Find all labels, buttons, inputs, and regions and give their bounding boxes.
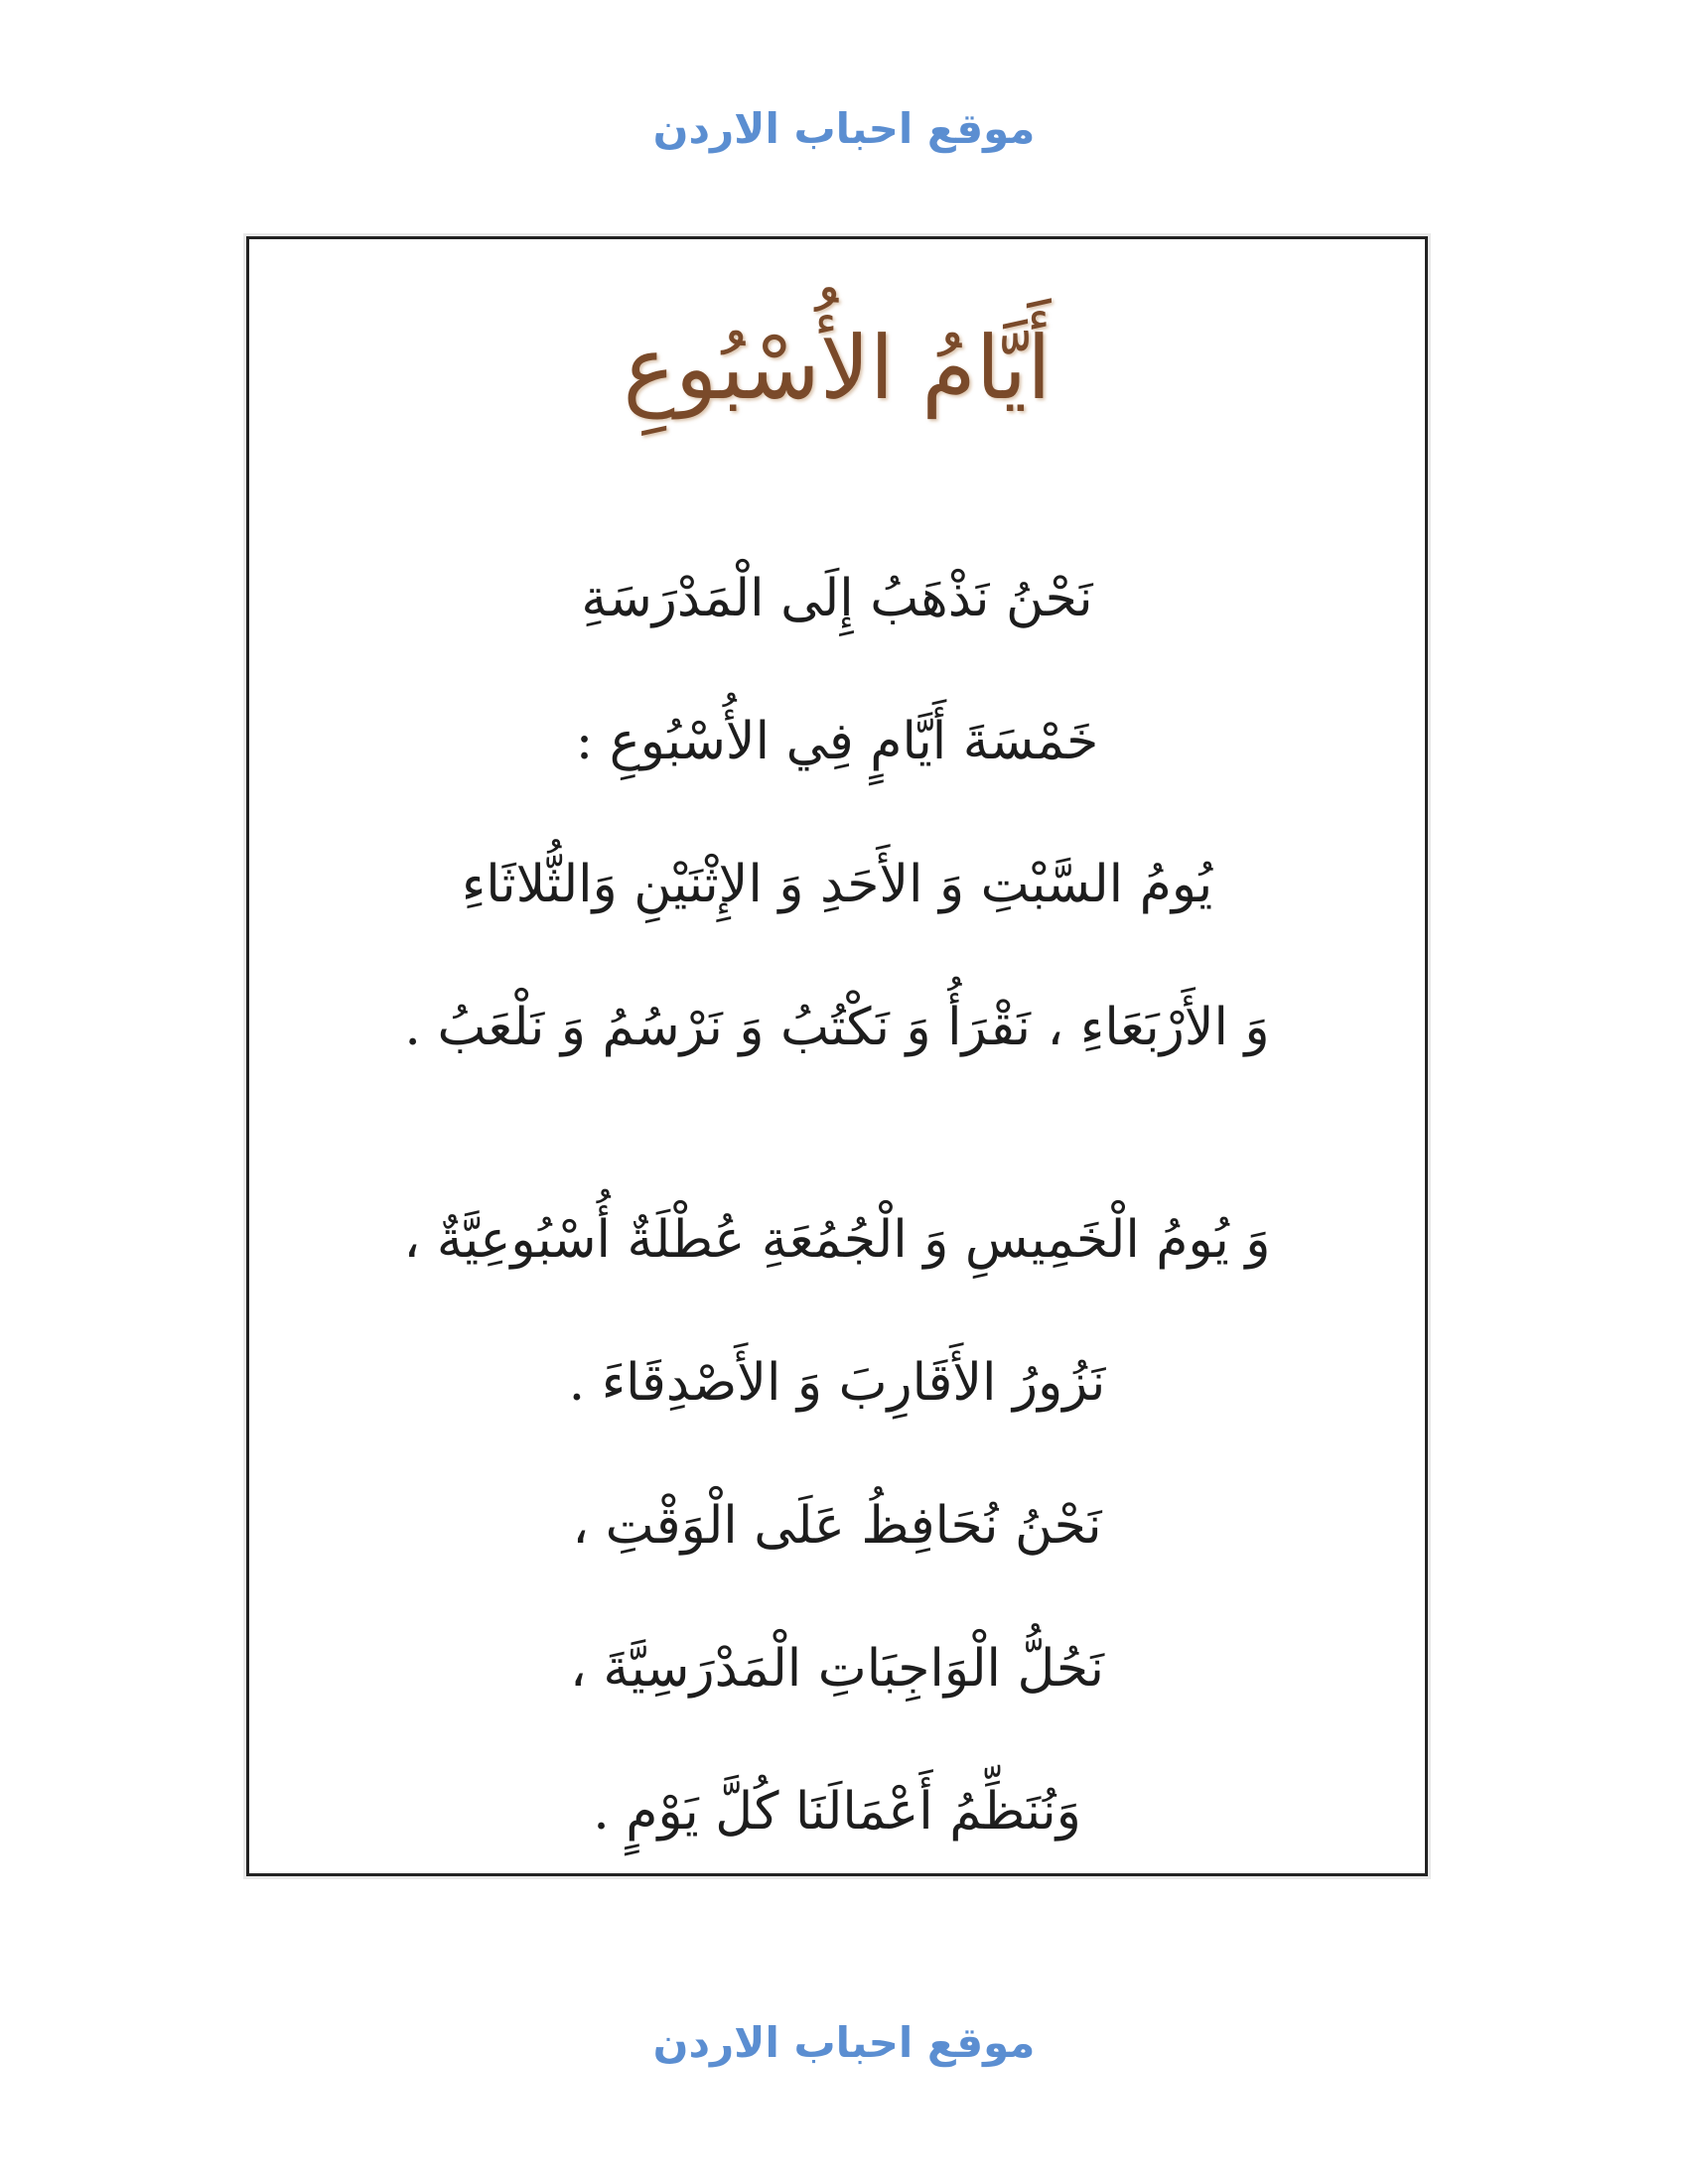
site-header-title: موقع احباب الاردن (652, 104, 1036, 153)
poem-line: وَ الأَرْبَعَاءِ ، نَقْرَأُ وَ نَكْتُبُ وَ نَرْسُمُ وَ نَلْعَبُ . (404, 998, 1270, 1057)
poem-line: وَنُنَظِّمُ أَعْمَالَنَا كُلَّ يَوْمٍ . (593, 1782, 1081, 1842)
poem-line: وَ يُومُ الْخَمِيسِ وَ الْجُمُعَةِ عُطْلَةٌ أُسْبُوعِيَّةٌ ، (403, 1210, 1271, 1270)
site-footer-title: موقع احباب الاردن (652, 2018, 1036, 2067)
poem-line: نَحْنُ نُحَافِظُ عَلَى الْوَقْتِ ، (572, 1496, 1102, 1556)
poem-line: يُومُ السَّبْتِ وَ الأَحَدِ وَ الإِثْنَيْنِ وَالثُّلاثَاءِ (461, 855, 1213, 914)
poem-line: نَحُلُّ الْوَاجِبَاتِ الْمَدْرَسِيَّةَ ، (570, 1639, 1104, 1699)
poem-line: خَمْسَةَ أَيَّامٍ فِي الأُسْبُوعِ : (575, 712, 1099, 771)
poem-line: نَحْنُ نَذْهَبُ إِلَى الْمَدْرَسَةِ (581, 569, 1093, 628)
poem-frame (246, 236, 1428, 1876)
poem-title: أَيَّامُ الأُسْبُوعِ (623, 317, 1052, 419)
stanza-divider (279, 1099, 1395, 1168)
poem-line: نَزُورُ الأَقَارِبَ وَ الأَصْدِقَاءَ . (568, 1353, 1106, 1413)
poem-body (279, 527, 1395, 1883)
